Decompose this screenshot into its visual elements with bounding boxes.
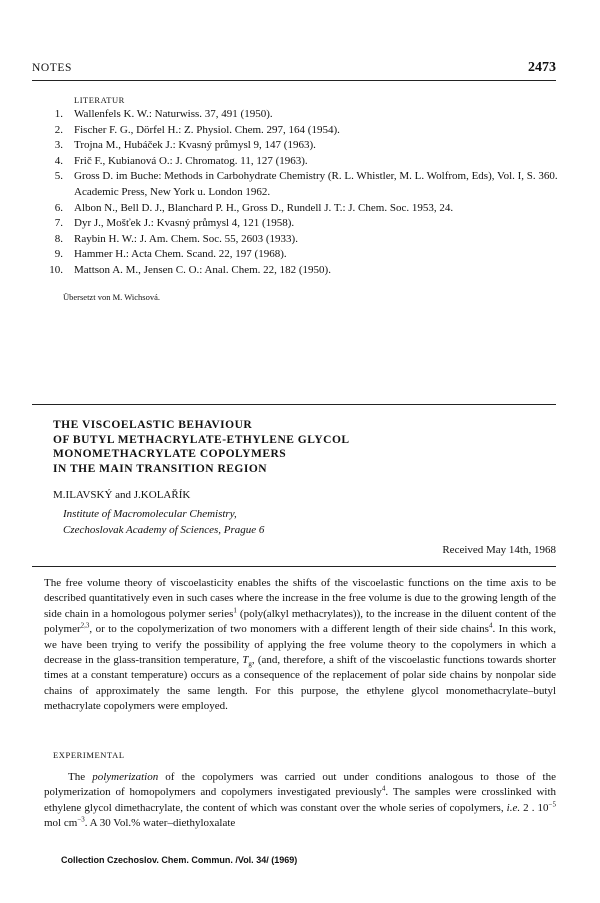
reference-item: 10. Mattson A. M., Jensen C. O.: Anal. Chem. 22, 182 (1950).: [49, 263, 331, 276]
reference-item: 7. Dyr J., Mošťek J.: Kvasný průmysl 4, 121 (1958).: [54, 217, 295, 230]
title-line: MONOMETHACRYLATE COPOLYMERS: [53, 448, 287, 461]
authors: M.ILAVSKÝ and J.KOLAŘÍK: [53, 489, 191, 501]
page-number: 2473: [528, 60, 556, 75]
article-divider: [32, 404, 556, 405]
abstract-divider: [32, 566, 556, 567]
reference-item: 5. Gross D. im Buche: Methods in Carbohydrate Chemistry (R. L. Whistler, M. L. Wolfrom, Eds), Vol. I, S. 360. Academic Press, New York u. London 1962.: [54, 170, 558, 198]
reference-item: 1. Wallenfels K. W.: Naturwiss. 37, 491 (1950).: [54, 108, 273, 120]
experimental-heading: EXPERIMENTAL: [53, 750, 125, 760]
title-line: IN THE MAIN TRANSITION REGION: [53, 462, 268, 475]
received-date: Received May 14th, 1968: [442, 544, 556, 556]
section-label: NOTES: [32, 62, 73, 74]
running-header: [32, 62, 556, 81]
reference-item: 8. Raybin H. W.: J. Am. Chem. Soc. 55, 2603 (1933).: [54, 232, 298, 245]
reference-item: 2. Fischer F. G., Dörfel H.: Z. Physiol. Chem. 297, 164 (1954).: [54, 123, 340, 136]
experimental-paragraph: The polymerization of the copolymers was carried out under conditions analogous to those of the polymerization of homopolymers and copolymers investigated previously$^4$. The samples were crosslinked with ethylene glycol dimethacrylate, the content of which was constant over the whole series of copolymers, i.e. 2 . $10^{-5}$ mol $cm^{-3}$. A 30 Vol.% water–diethyloxalate: [44, 771, 556, 830]
article-title: [53, 418, 350, 476]
reference-item: 3. Trojna M., Hubáček J.: Kvasný průmysl 9, 147 (1963).: [54, 139, 316, 152]
reference-list: [26, 107, 566, 279]
abstract-paragraph: The free volume theory of viscoelasticity enables the shifts of the viscoelastic functions on the time axis to be described quantitatively even in such cases where the increase in the free volume is due to the growing length of the side chain in a homologous polymer series$^1$ (poly(alkyl methacrylates)), to the increase in the diluent content of the polymer$^{2,3}$, or to the copolymerization of two monomers with a different length of their side chains$^4$. In this work, we have been trying to verify the possibility of applying the free volume theory to the copolymers in which a decrease in the glass-transition temperature, $T_g$, (and, therefore, a shift of the viscoelastic functions towards shorter times at a constant temperature) occurs as a consequence of the replacement of polar side chains by nonpolar side chains of approximately the same length. For this purpose, the ethylene glycol monomethacrylate–butyl methacrylate copolymers were employed.: [44, 577, 556, 713]
reference-item: 4. Frič F., Kubianová O.: J. Chromatog. 11, 127 (1963).: [54, 154, 308, 167]
title-line: THE VISCOELASTIC BEHAVIOUR: [53, 419, 253, 431]
literatur-heading: LITERATUR: [74, 95, 125, 105]
journal-footer: Collection Czechoslov. Chem. Commun. /Vol. 34/ (1969): [61, 855, 298, 865]
title-line: OF BUTYL METHACRYLATE-ETHYLENE GLYCOL: [53, 433, 350, 446]
reference-item: 6. Albon N., Bell D. J., Blanchard P. H., Gross D., Rundell J. T.: J. Chem. Soc. 1953, 24.: [54, 201, 454, 214]
affiliation: Institute of Macromolecular Chemistry, Czechoslovak Academy of Sciences, Prague 6: [63, 508, 265, 536]
translator-credit: Übersetzt von M. Wichsová.: [63, 292, 160, 302]
reference-item: 9. Hammer H.: Acta Chem. Scand. 22, 197 (1968).: [54, 248, 287, 261]
